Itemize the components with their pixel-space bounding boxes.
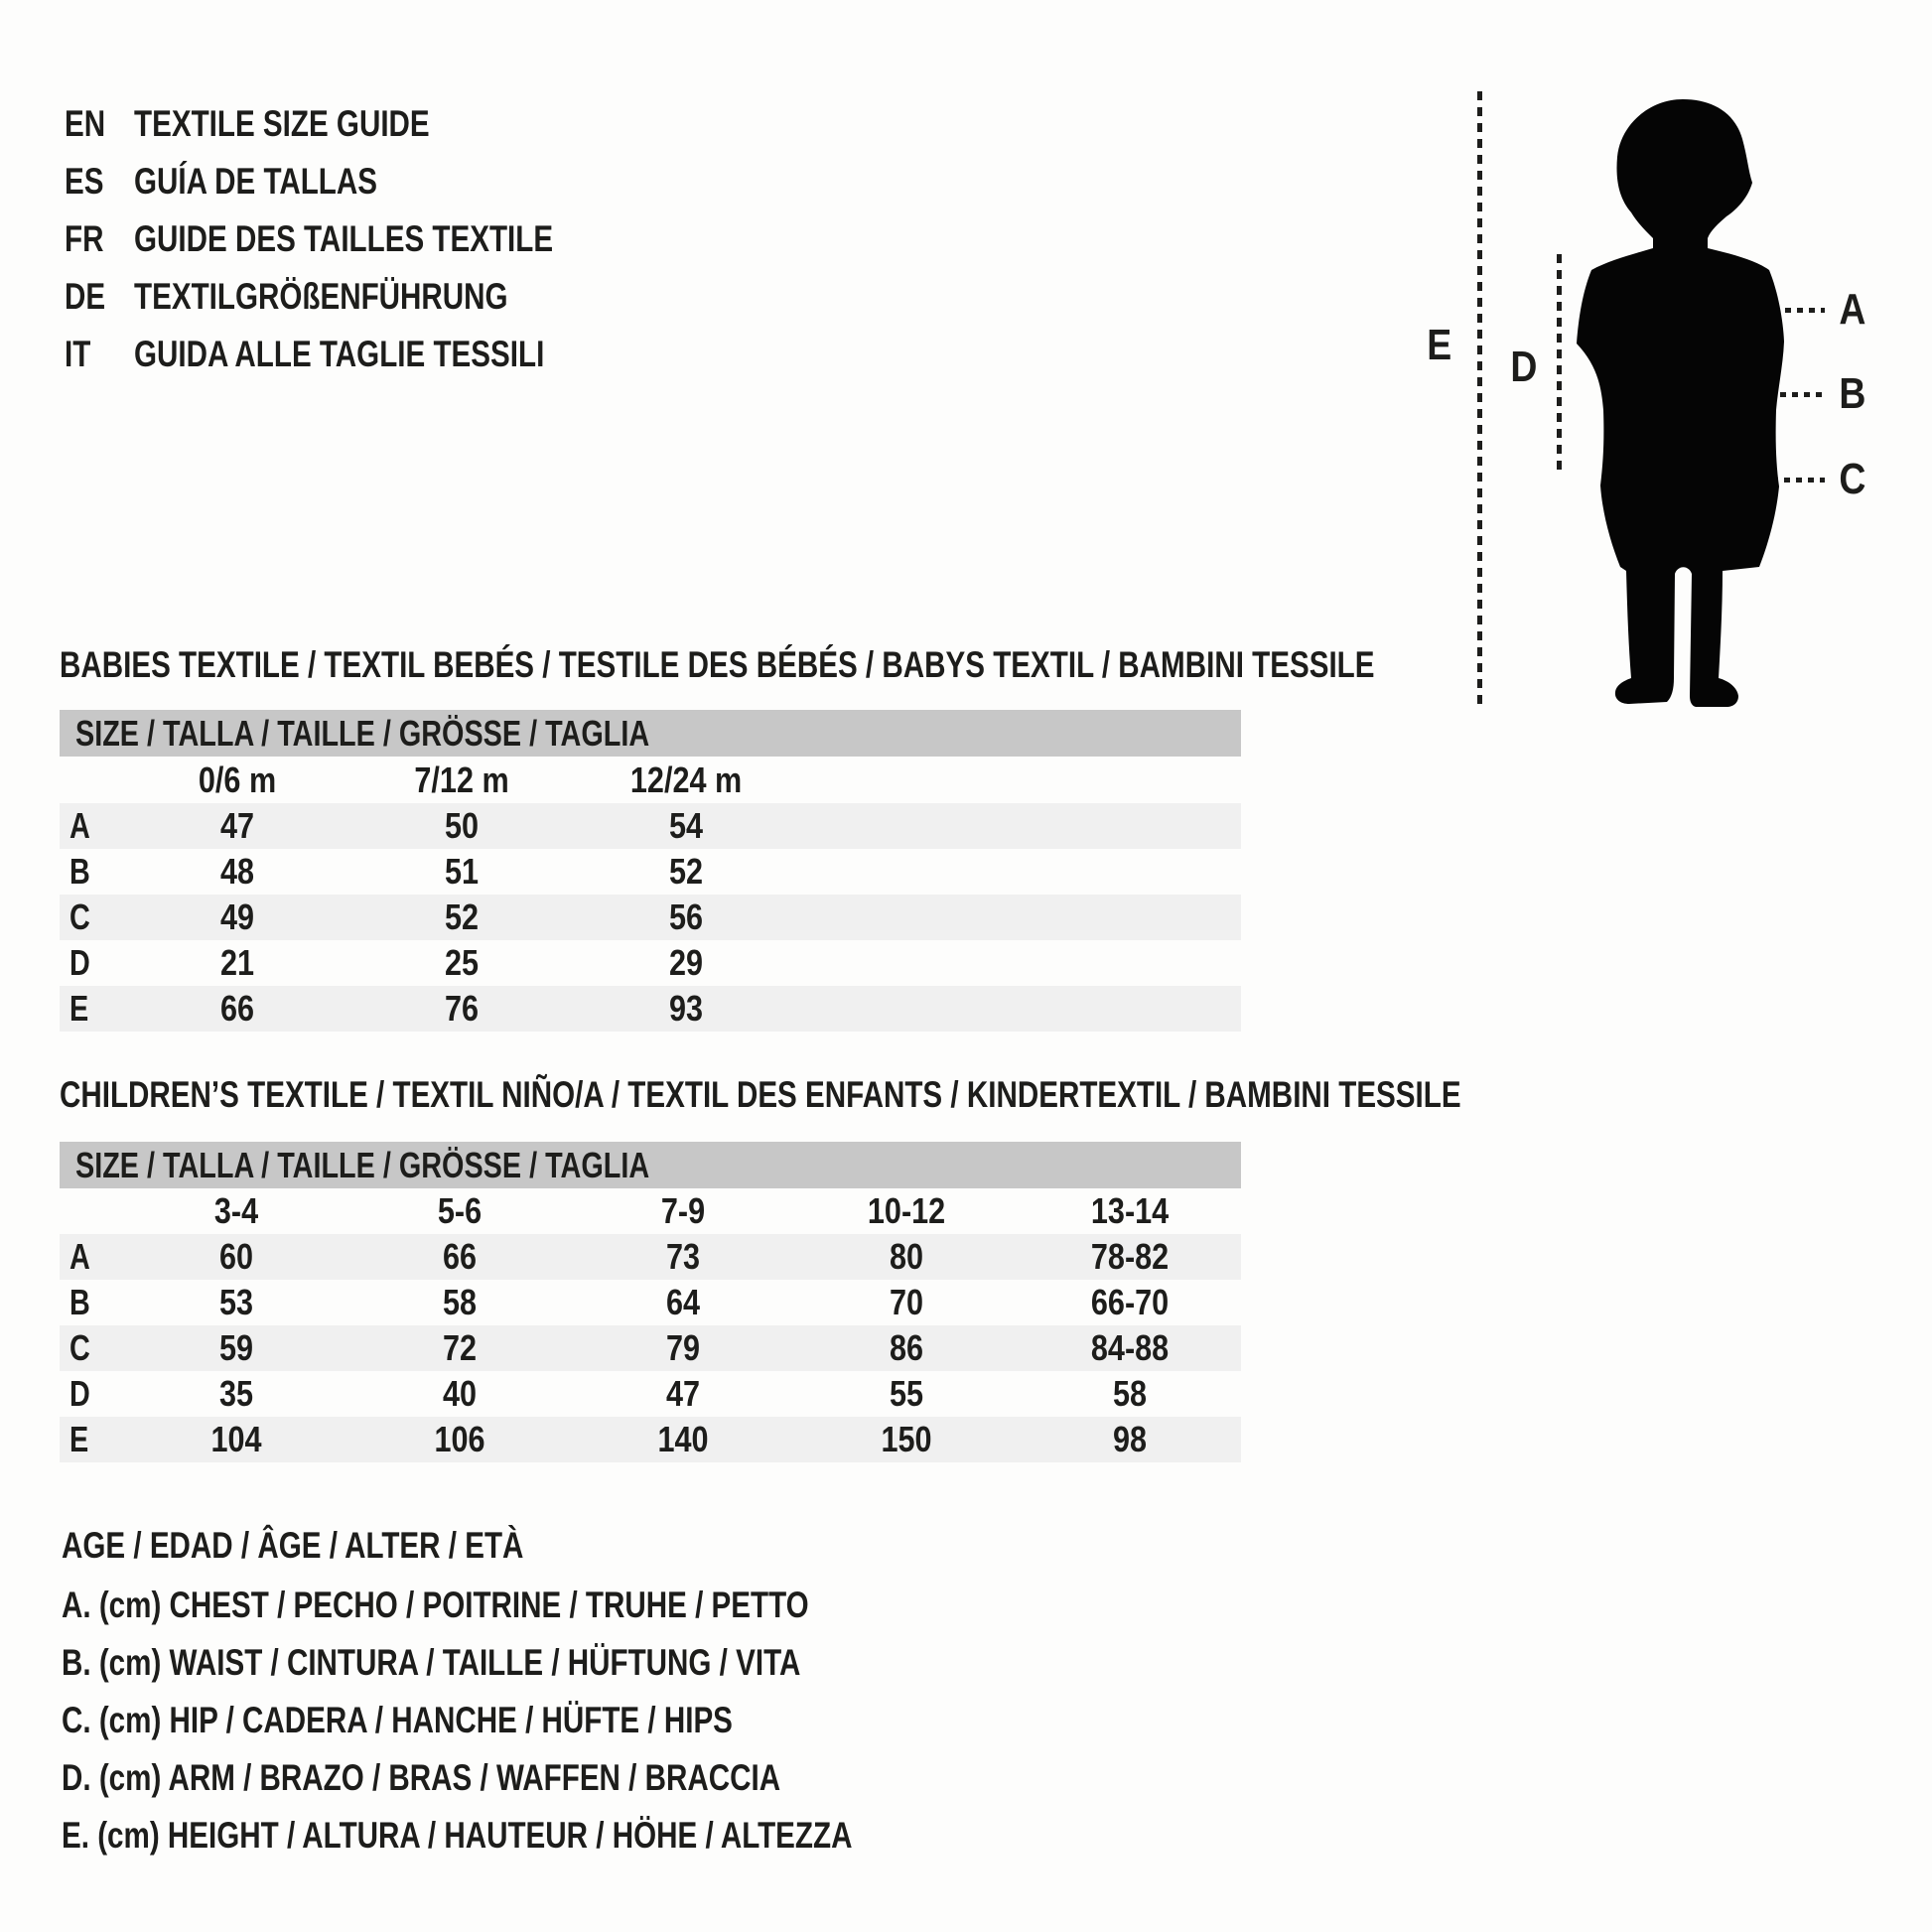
legend-item-waist: B. (cm) WAIST / CINTURA / TAILLE / HÜFTUNG / VITA bbox=[62, 1642, 801, 1683]
cell-value: 47 bbox=[665, 1373, 700, 1414]
cell-value: 58 bbox=[1112, 1373, 1147, 1414]
column-header: 5-6 bbox=[437, 1190, 483, 1231]
cell-value: 29 bbox=[668, 942, 704, 983]
legend-age-line: AGE / EDAD / ÂGE / ALTER / ETÀ bbox=[62, 1525, 524, 1566]
marker-label-e: E bbox=[1426, 321, 1451, 369]
cell-value: 25 bbox=[444, 942, 480, 983]
legend-item-chest: A. (cm) CHEST / PECHO / POITRINE / TRUHE / PETTO bbox=[62, 1585, 809, 1625]
table-row bbox=[60, 803, 1241, 849]
lang-title: GUIDA ALLE TAGLIE TESSILI bbox=[134, 334, 545, 374]
children-size-header-bar bbox=[60, 1142, 1241, 1188]
lang-title: TEXTILGRÖßENFÜHRUNG bbox=[134, 276, 508, 317]
cell-value: 52 bbox=[444, 897, 480, 937]
column-header: 13-14 bbox=[1090, 1190, 1169, 1231]
cell-value: 49 bbox=[219, 897, 255, 937]
cell-value: 21 bbox=[219, 942, 255, 983]
cell-value: 72 bbox=[442, 1327, 478, 1368]
cell-value: 78-82 bbox=[1090, 1236, 1169, 1277]
children-section-heading: CHILDREN’S TEXTILE / TEXTIL NIÑO/A / TEXTIL DES ENFANTS / KINDERTEXTIL / BAMBINI TESSILE bbox=[60, 1074, 1461, 1115]
cell-value: 47 bbox=[219, 805, 255, 846]
row-label: C bbox=[69, 897, 90, 937]
cell-value: 93 bbox=[668, 988, 704, 1029]
column-header: 3-4 bbox=[214, 1190, 259, 1231]
cell-value: 104 bbox=[210, 1419, 262, 1459]
table-row bbox=[60, 1280, 1241, 1325]
lang-code: ES bbox=[65, 161, 104, 202]
children-column-header-row bbox=[60, 1188, 1241, 1234]
cell-value: 150 bbox=[881, 1419, 932, 1459]
cell-value: 56 bbox=[668, 897, 704, 937]
cell-value: 73 bbox=[665, 1236, 700, 1277]
row-label: C bbox=[69, 1327, 90, 1368]
row-label: D bbox=[69, 942, 90, 983]
marker-label-a: A bbox=[1839, 285, 1866, 334]
row-label: D bbox=[69, 1373, 90, 1414]
cell-value: 50 bbox=[444, 805, 480, 846]
cell-value: 53 bbox=[219, 1282, 254, 1322]
cell-value: 79 bbox=[665, 1327, 700, 1368]
cell-value: 98 bbox=[1112, 1419, 1147, 1459]
cell-value: 80 bbox=[889, 1236, 923, 1277]
legend-item-arm: D. (cm) ARM / BRAZO / BRAS / WAFFEN / BRACCIA bbox=[62, 1757, 781, 1798]
column-header: 10-12 bbox=[867, 1190, 945, 1231]
table-row bbox=[60, 1234, 1241, 1280]
cell-value: 40 bbox=[442, 1373, 478, 1414]
babies-size-table bbox=[60, 710, 1241, 1032]
cell-value: 59 bbox=[219, 1327, 254, 1368]
row-label: B bbox=[69, 851, 90, 892]
table-row bbox=[60, 895, 1241, 940]
row-label: E bbox=[69, 988, 89, 1029]
cell-value: 66 bbox=[219, 988, 255, 1029]
row-label: A bbox=[69, 1236, 90, 1277]
row-label: A bbox=[69, 805, 90, 846]
legend-item-hip: C. (cm) HIP / CADERA / HANCHE / HÜFTE / HIPS bbox=[62, 1700, 733, 1740]
lang-title: TEXTILE SIZE GUIDE bbox=[134, 103, 430, 144]
cell-value: 140 bbox=[657, 1419, 709, 1459]
child-silhouette bbox=[1574, 97, 1787, 710]
cell-value: 66-70 bbox=[1090, 1282, 1169, 1322]
size-header-label: SIZE / TALLA / TAILLE / GRÖSSE / TAGLIA bbox=[75, 712, 650, 754]
table-row bbox=[60, 940, 1241, 986]
lang-code: FR bbox=[65, 218, 104, 259]
column-header: 7-9 bbox=[660, 1190, 705, 1231]
column-header: 12/24 m bbox=[629, 759, 743, 800]
row-label: E bbox=[69, 1419, 89, 1459]
children-size-table bbox=[60, 1142, 1241, 1462]
babies-section-heading: BABIES TEXTILE / TEXTIL BEBÉS / TESTILE DES BÉBÉS / BABYS TEXTIL / BAMBINI TESSILE bbox=[60, 644, 1375, 685]
cell-value: 51 bbox=[444, 851, 480, 892]
legend-item-height: E. (cm) HEIGHT / ALTURA / HAUTEUR / HÖHE / ALTEZZA bbox=[62, 1815, 853, 1856]
lang-title: GUÍA DE TALLAS bbox=[134, 161, 378, 202]
table-row bbox=[60, 1371, 1241, 1417]
cell-value: 52 bbox=[668, 851, 704, 892]
lang-code: DE bbox=[65, 276, 106, 317]
cell-value: 84-88 bbox=[1090, 1327, 1169, 1368]
cell-value: 48 bbox=[219, 851, 255, 892]
cell-value: 66 bbox=[442, 1236, 478, 1277]
column-header: 7/12 m bbox=[414, 759, 509, 800]
cell-value: 64 bbox=[665, 1282, 700, 1322]
table-row bbox=[60, 849, 1241, 895]
lang-code: EN bbox=[65, 103, 106, 144]
marker-label-b: B bbox=[1839, 369, 1866, 418]
marker-label-c: C bbox=[1839, 455, 1866, 503]
size-header-label: SIZE / TALLA / TAILLE / GRÖSSE / TAGLIA bbox=[75, 1144, 650, 1185]
babies-column-header-row bbox=[60, 757, 1241, 803]
table-row bbox=[60, 1417, 1241, 1462]
cell-value: 58 bbox=[442, 1282, 478, 1322]
cell-value: 55 bbox=[889, 1373, 923, 1414]
lang-title: GUIDE DES TAILLES TEXTILE bbox=[134, 218, 554, 259]
height-measure-line bbox=[1477, 91, 1482, 707]
table-row bbox=[60, 986, 1241, 1032]
marker-label-d: D bbox=[1510, 343, 1538, 391]
cell-value: 60 bbox=[219, 1236, 254, 1277]
cell-value: 70 bbox=[889, 1282, 923, 1322]
child-silhouette-path bbox=[1577, 99, 1784, 707]
column-header: 0/6 m bbox=[198, 759, 277, 800]
row-label: B bbox=[69, 1282, 90, 1322]
lang-code: IT bbox=[65, 334, 91, 374]
cell-value: 54 bbox=[668, 805, 704, 846]
child-silhouette-svg bbox=[1574, 97, 1787, 710]
cell-value: 86 bbox=[889, 1327, 923, 1368]
arm-measure-line bbox=[1557, 254, 1562, 473]
cell-value: 106 bbox=[434, 1419, 485, 1459]
table-row bbox=[60, 1325, 1241, 1371]
babies-size-header-bar bbox=[60, 710, 1241, 757]
cell-value: 76 bbox=[444, 988, 480, 1029]
cell-value: 35 bbox=[219, 1373, 254, 1414]
